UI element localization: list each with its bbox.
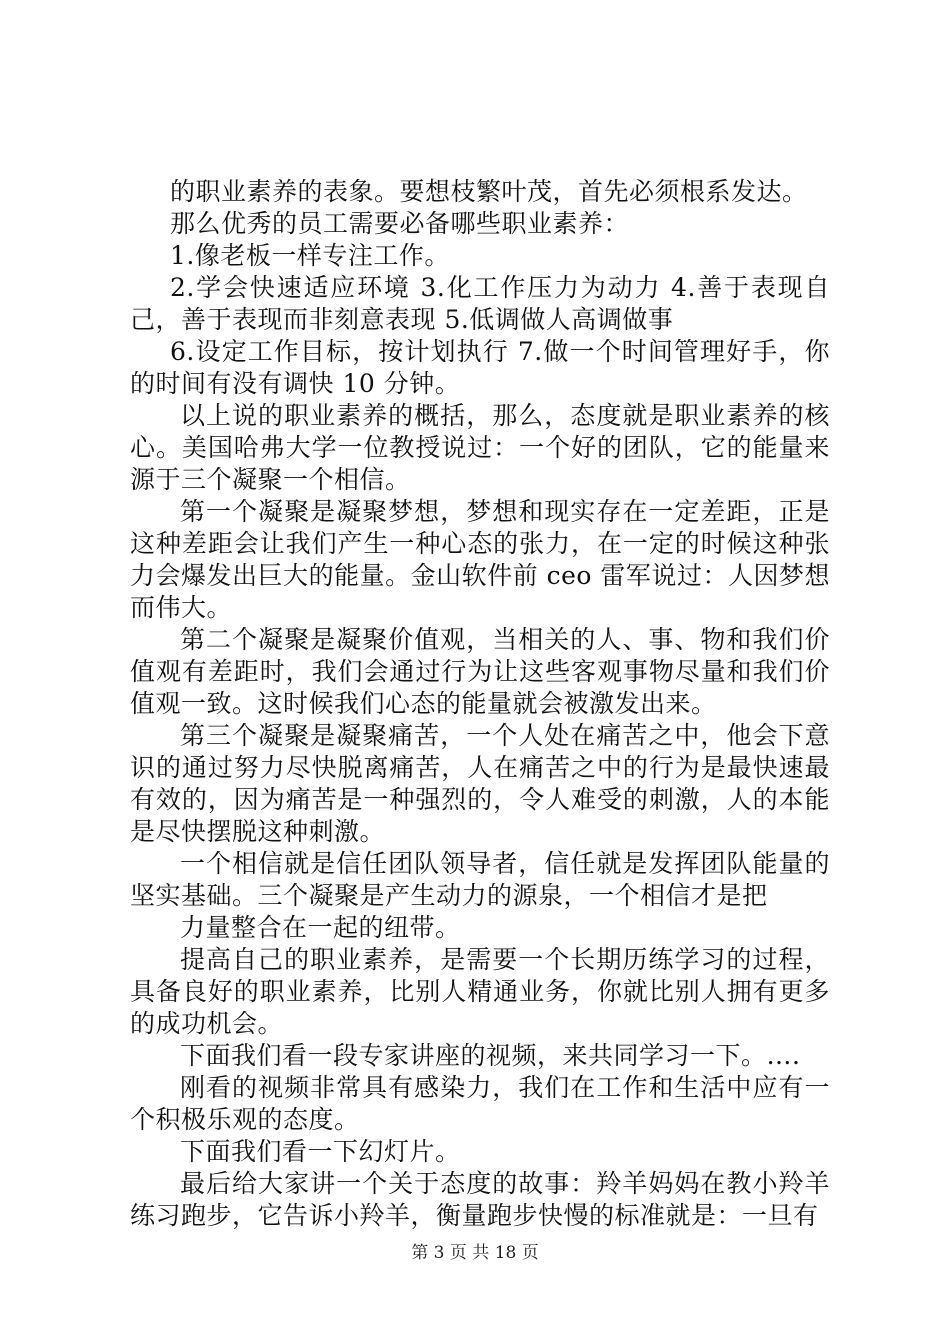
paragraph: 最后给大家讲一个关于态度的故事：羚羊妈妈在教小羚羊练习跑步，它告诉小羚羊，衡量跑步快慢的标准就是：一旦有 xyxy=(130,1169,830,1230)
paragraph: 下面我们看一下幻灯片。 xyxy=(180,1137,461,1166)
paragraph: 那么优秀的员工需要必备哪些职业素养： xyxy=(170,209,630,238)
paragraph: 一个相信就是信任团队领导者，信任就是发挥团队能量的坚实基础。三个凝聚是产生动力的源泉，一个相信才是把 xyxy=(130,849,830,910)
paragraph: 下面我们看一段专家讲座的视频，来共同学习一下。…. xyxy=(180,1041,801,1070)
page-footer: 第 3 页 共 18 页 xyxy=(411,1243,539,1263)
paragraph: 的职业素养的表象。要想枝繁叶茂，首先必须根系发达。 xyxy=(170,177,808,206)
document-body xyxy=(130,176,830,1232)
paragraph: 2.学会快速适应环境 3.化工作压力为动力 4.善于表现自己，善于表现而非刻意表现 5.低调做人高调做事 xyxy=(130,273,830,334)
paragraph: 第二个凝聚是凝聚价值观，当相关的人、事、物和我们价值观有差距时，我们会通过行为让这些客观事物尽量和我们价值观一致。这时候我们心态的能量就会被激发出来。 xyxy=(130,625,830,718)
paragraph: 刚看的视频非常具有感染力，我们在工作和生活中应有一个积极乐观的态度。 xyxy=(130,1073,830,1134)
paragraph: 提高自己的职业素养，是需要一个长期历练学习的过程，具备良好的职业素养，比别人精通业务，你就比别人拥有更多的成功机会。 xyxy=(130,945,830,1038)
paragraph: 第一个凝聚是凝聚梦想，梦想和现实存在一定差距，正是这种差距会让我们产生一种心态的张力，在一定的时候这种张力会爆发出巨大的能量。金山软件前 ceo 雷军说过：人因梦想而伟大。 xyxy=(130,497,830,622)
paragraph: 力量整合在一起的纽带。 xyxy=(180,913,461,942)
paragraph: 第三个凝聚是凝聚痛苦，一个人处在痛苦之中，他会下意识的通过努力尽快脱离痛苦，人在痛苦之中的行为是最快速最有效的，因为痛苦是一种强烈的，令人难受的刺激，人的本能是尽快摆脱这种刺激。 xyxy=(130,721,830,846)
paragraph: 6.设定工作目标，按计划执行 7.做一个时间管理好手，你的时间有没有调快 10 分钟。 xyxy=(130,337,830,398)
paragraph: 以上说的职业素养的概括，那么，态度就是职业素养的核心。美国哈弗大学一位教授说过：一个好的团队，它的能量来源于三个凝聚一个相信。 xyxy=(130,401,830,494)
paragraph: 1.像老板一样专注工作。 xyxy=(170,241,450,270)
